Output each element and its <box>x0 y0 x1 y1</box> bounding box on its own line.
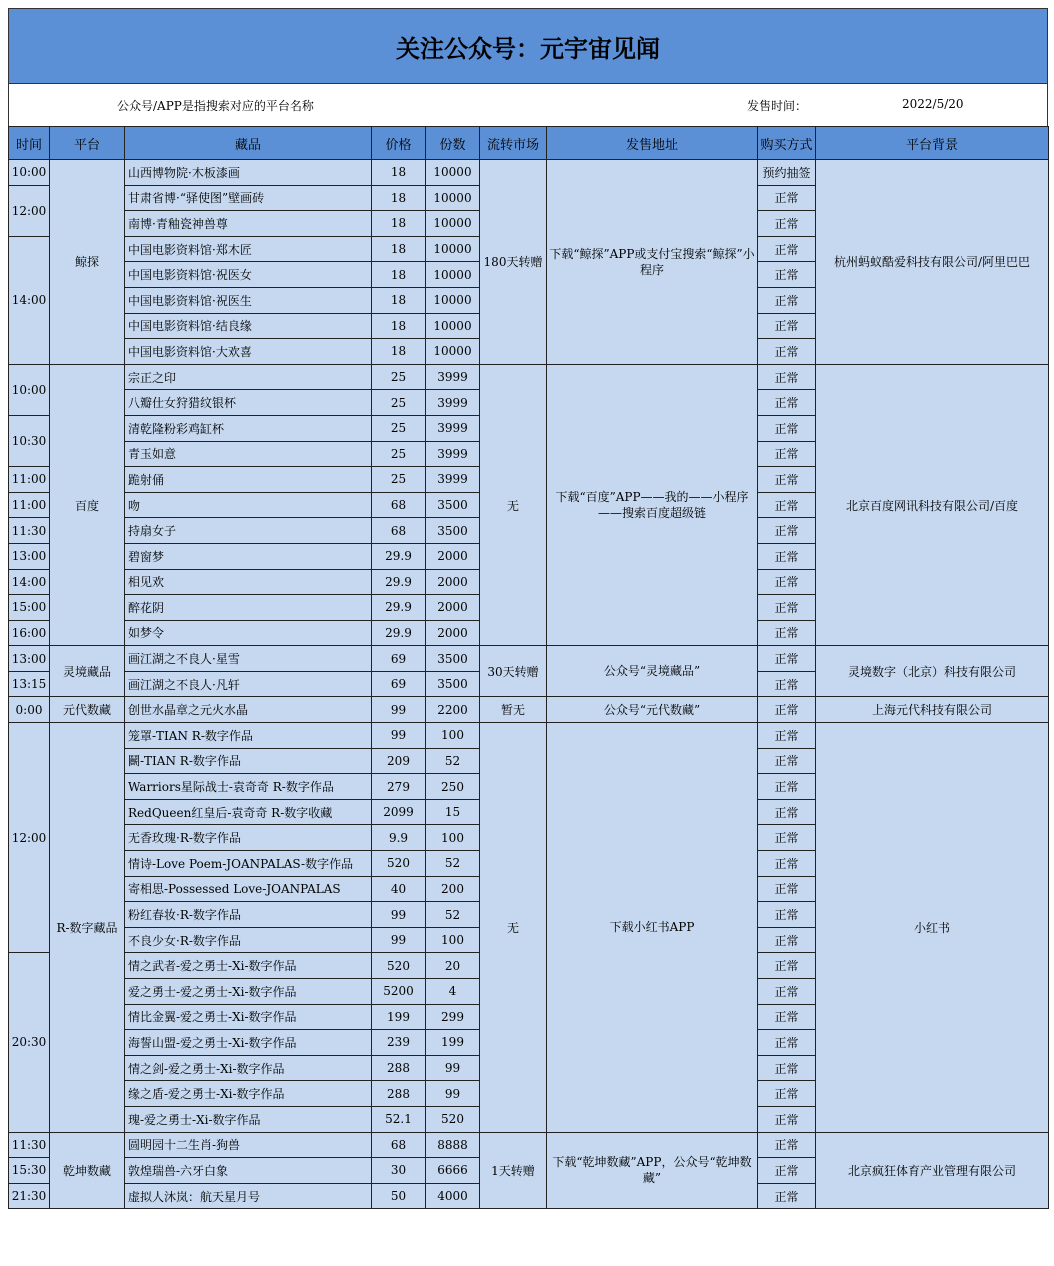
price-cell: 18 <box>372 236 426 262</box>
column-header: 平台背景 <box>816 127 1049 160</box>
market-cell: 30天转赠 <box>480 646 547 697</box>
purchase-method-cell: 正常 <box>758 543 816 569</box>
price-cell: 25 <box>372 415 426 441</box>
purchase-method-cell: 正常 <box>758 1004 816 1030</box>
table-row <box>9 160 1049 186</box>
collectible-name: 情比金翼-爱之勇士-Xi-数字作品 <box>125 1004 372 1030</box>
purchase-method-cell: 正常 <box>758 492 816 518</box>
purchase-method-cell: 正常 <box>758 1055 816 1081</box>
purchase-method-cell: 正常 <box>758 774 816 800</box>
market-cell: 1天转赠 <box>480 1132 547 1209</box>
platform-background-cell: 北京百度网讯科技有限公司/百度 <box>816 364 1049 646</box>
time-cell: 13:00 <box>9 646 50 672</box>
price-cell: 25 <box>372 441 426 467</box>
collectible-name: 山西博物院·木板漆画 <box>125 160 372 186</box>
table-row <box>9 1132 1049 1158</box>
purchase-method-cell: 正常 <box>758 1081 816 1107</box>
price-cell: 288 <box>372 1081 426 1107</box>
collectible-name: 清乾隆粉彩鸡缸杯 <box>125 415 372 441</box>
time-cell: 20:30 <box>9 953 50 1132</box>
table-row <box>9 646 1049 672</box>
collectible-name: Warriors星际战士-袁奇奇 R-数字作品 <box>125 774 372 800</box>
collectible-name: 南博·青釉瓷神兽尊 <box>125 211 372 237</box>
platform-cell: 百度 <box>50 364 125 646</box>
table-body <box>9 160 1049 1209</box>
address-cell: 下载小红书APP <box>547 723 758 1133</box>
purchase-method-cell: 正常 <box>758 1158 816 1184</box>
column-header: 份数 <box>426 127 480 160</box>
price-cell: 50 <box>372 1183 426 1209</box>
purchase-method-cell: 正常 <box>758 569 816 595</box>
quantity-cell: 10000 <box>426 236 480 262</box>
quantity-cell: 10000 <box>426 313 480 339</box>
collectible-name: 瑰-爱之勇士-Xi-数字作品 <box>125 1106 372 1132</box>
collectible-name: 笼罩-TIAN R-数字作品 <box>125 723 372 749</box>
market-cell: 无 <box>480 364 547 646</box>
collectible-name: 缘之盾-爱之勇士-Xi-数字作品 <box>125 1081 372 1107</box>
quantity-cell: 3999 <box>426 390 480 416</box>
time-cell: 21:30 <box>9 1183 50 1209</box>
collectible-name: 碧窗梦 <box>125 543 372 569</box>
purchase-method-cell: 正常 <box>758 441 816 467</box>
price-cell: 99 <box>372 723 426 749</box>
time-cell: 14:00 <box>9 236 50 364</box>
time-cell: 16:00 <box>9 620 50 646</box>
purchase-method-cell: 正常 <box>758 262 816 288</box>
price-cell: 288 <box>372 1055 426 1081</box>
collectible-name: 圆明园十二生肖-狗兽 <box>125 1132 372 1158</box>
collectible-name: 画江湖之不良人·星雪 <box>125 646 372 672</box>
quantity-cell: 52 <box>426 851 480 877</box>
quantity-cell: 8888 <box>426 1132 480 1158</box>
price-cell: 209 <box>372 748 426 774</box>
collectible-name: 不良少女·R-数字作品 <box>125 927 372 953</box>
purchase-method-cell: 正常 <box>758 467 816 493</box>
price-cell: 25 <box>372 364 426 390</box>
price-cell: 29.9 <box>372 569 426 595</box>
purchase-method-cell: 正常 <box>758 799 816 825</box>
collectible-name: 情之剑-爱之勇士-Xi-数字作品 <box>125 1055 372 1081</box>
column-header: 发售地址 <box>547 127 758 160</box>
price-cell: 18 <box>372 339 426 365</box>
time-cell: 11:30 <box>9 518 50 544</box>
column-header: 购买方式 <box>758 127 816 160</box>
purchase-method-cell: 正常 <box>758 748 816 774</box>
quantity-cell: 2000 <box>426 543 480 569</box>
column-header: 时间 <box>9 127 50 160</box>
price-cell: 2099 <box>372 799 426 825</box>
time-cell: 14:00 <box>9 569 50 595</box>
collectible-name: 中国电影资料馆·郑木匠 <box>125 236 372 262</box>
price-cell: 9.9 <box>372 825 426 851</box>
quantity-cell: 52 <box>426 748 480 774</box>
title-banner <box>8 8 1048 84</box>
collectible-name: 虚拟人沐岚：航天星月号 <box>125 1183 372 1209</box>
quantity-cell: 2200 <box>426 697 480 723</box>
price-cell: 279 <box>372 774 426 800</box>
price-cell: 18 <box>372 287 426 313</box>
market-cell: 暂无 <box>480 697 547 723</box>
platform-cell: 灵境藏品 <box>50 646 125 697</box>
platform-background-cell: 杭州蚂蚁酷爱科技有限公司/阿里巴巴 <box>816 160 1049 365</box>
price-cell: 99 <box>372 902 426 928</box>
quantity-cell: 100 <box>426 825 480 851</box>
purchase-method-cell: 正常 <box>758 979 816 1005</box>
quantity-cell: 10000 <box>426 185 480 211</box>
purchase-method-cell: 正常 <box>758 1106 816 1132</box>
collectible-name: 中国电影资料馆·祝医女 <box>125 262 372 288</box>
purchase-method-cell: 正常 <box>758 390 816 416</box>
table-row <box>9 364 1049 390</box>
purchase-method-cell: 正常 <box>758 211 816 237</box>
time-cell: 13:15 <box>9 671 50 697</box>
price-cell: 29.9 <box>372 543 426 569</box>
purchase-method-cell: 正常 <box>758 339 816 365</box>
time-cell: 11:00 <box>9 467 50 493</box>
quantity-cell: 3500 <box>426 646 480 672</box>
quantity-cell: 15 <box>426 799 480 825</box>
quantity-cell: 3999 <box>426 415 480 441</box>
purchase-method-cell: 正常 <box>758 595 816 621</box>
platform-background-cell: 灵境数字（北京）科技有限公司 <box>816 646 1049 697</box>
column-header: 价格 <box>372 127 426 160</box>
platform-cell: 乾坤数藏 <box>50 1132 125 1209</box>
address-cell: 下载“鲸探”APP或支付宝搜索“鲸探”小程序 <box>547 160 758 365</box>
time-cell: 10:00 <box>9 364 50 415</box>
quantity-cell: 10000 <box>426 160 480 186</box>
time-cell: 11:30 <box>9 1132 50 1158</box>
price-cell: 29.9 <box>372 595 426 621</box>
column-header: 藏品 <box>125 127 372 160</box>
collectible-name: 相见欢 <box>125 569 372 595</box>
market-cell: 180天转赠 <box>480 160 547 365</box>
purchase-method-cell: 正常 <box>758 927 816 953</box>
address-cell: 公众号“元代数藏” <box>547 697 758 723</box>
price-cell: 18 <box>372 313 426 339</box>
platform-cell: 鲸探 <box>50 160 125 365</box>
purchase-method-cell: 正常 <box>758 697 816 723</box>
purchase-method-cell: 正常 <box>758 1030 816 1056</box>
collectible-name: 无香玫瑰·R-数字作品 <box>125 825 372 851</box>
quantity-cell: 520 <box>426 1106 480 1132</box>
quantity-cell: 10000 <box>426 339 480 365</box>
time-cell: 15:30 <box>9 1158 50 1184</box>
collectible-name: 如梦令 <box>125 620 372 646</box>
quantity-cell: 6666 <box>426 1158 480 1184</box>
collectible-name: 爱之勇士-爱之勇士-Xi-数字作品 <box>125 979 372 1005</box>
address-cell: 公众号“灵境藏品” <box>547 646 758 697</box>
search-note: 公众号/APP是指搜索对应的平台名称 <box>117 99 314 113</box>
quantity-cell: 250 <box>426 774 480 800</box>
purchase-method-cell: 正常 <box>758 620 816 646</box>
table-row <box>9 697 1049 723</box>
collectible-name: 宗正之印 <box>125 364 372 390</box>
purchase-method-cell: 正常 <box>758 723 816 749</box>
header-row <box>9 127 1049 160</box>
quantity-cell: 52 <box>426 902 480 928</box>
platform-cell: 元代数藏 <box>50 697 125 723</box>
column-header: 流转市场 <box>480 127 547 160</box>
time-cell: 12:00 <box>9 185 50 236</box>
page-title: 关注公众号：元宇宙见闻 <box>396 34 660 63</box>
price-cell: 68 <box>372 1132 426 1158</box>
price-cell: 18 <box>372 262 426 288</box>
platform-cell: R-数字藏品 <box>50 723 125 1133</box>
price-cell: 239 <box>372 1030 426 1056</box>
quantity-cell: 10000 <box>426 262 480 288</box>
quantity-cell: 2000 <box>426 620 480 646</box>
time-cell: 11:00 <box>9 492 50 518</box>
time-cell: 13:00 <box>9 543 50 569</box>
price-cell: 99 <box>372 697 426 723</box>
collectible-name: 粉红春妆·R-数字作品 <box>125 902 372 928</box>
collectible-name: 寄相思-Possessed Love-JOANPALAS <box>125 876 372 902</box>
quantity-cell: 100 <box>426 927 480 953</box>
quantity-cell: 3500 <box>426 518 480 544</box>
price-cell: 25 <box>372 467 426 493</box>
time-cell: 10:00 <box>9 160 50 186</box>
purchase-method-cell: 正常 <box>758 902 816 928</box>
collectible-name: 跪射俑 <box>125 467 372 493</box>
collectible-name: 鬭-TIAN R-数字作品 <box>125 748 372 774</box>
time-cell: 15:00 <box>9 595 50 621</box>
quantity-cell: 4 <box>426 979 480 1005</box>
purchase-method-cell: 正常 <box>758 313 816 339</box>
quantity-cell: 99 <box>426 1081 480 1107</box>
price-cell: 69 <box>372 671 426 697</box>
time-cell: 0:00 <box>9 697 50 723</box>
collectible-name: 青玉如意 <box>125 441 372 467</box>
sale-date: 2022/5/20 <box>902 97 964 111</box>
time-cell: 12:00 <box>9 723 50 953</box>
quantity-cell: 299 <box>426 1004 480 1030</box>
price-cell: 69 <box>372 646 426 672</box>
collectible-name: 敦煌瑞兽-六牙白象 <box>125 1158 372 1184</box>
collectible-name: 情诗-Love Poem-JOANPALAS-数字作品 <box>125 851 372 877</box>
quantity-cell: 199 <box>426 1030 480 1056</box>
quantity-cell: 3999 <box>426 467 480 493</box>
price-cell: 199 <box>372 1004 426 1030</box>
purchase-method-cell: 正常 <box>758 1132 816 1158</box>
purchase-method-cell: 正常 <box>758 518 816 544</box>
quantity-cell: 20 <box>426 953 480 979</box>
purchase-method-cell: 正常 <box>758 953 816 979</box>
quantity-cell: 10000 <box>426 211 480 237</box>
quantity-cell: 99 <box>426 1055 480 1081</box>
info-row <box>8 84 1048 126</box>
price-cell: 99 <box>372 927 426 953</box>
price-cell: 18 <box>372 160 426 186</box>
price-cell: 40 <box>372 876 426 902</box>
purchase-method-cell: 正常 <box>758 236 816 262</box>
price-cell: 30 <box>372 1158 426 1184</box>
price-cell: 18 <box>372 211 426 237</box>
purchase-method-cell: 正常 <box>758 1183 816 1209</box>
platform-background-cell: 北京疯狂体育产业管理有限公司 <box>816 1132 1049 1209</box>
quantity-cell: 3999 <box>426 441 480 467</box>
quantity-cell: 4000 <box>426 1183 480 1209</box>
price-cell: 52.1 <box>372 1106 426 1132</box>
collectible-name: 创世水晶章之元火水晶 <box>125 697 372 723</box>
collectible-name: 持扇女子 <box>125 518 372 544</box>
collectible-name: 醉花阴 <box>125 595 372 621</box>
collectible-name: 甘肃省博·“驿使图”壁画砖 <box>125 185 372 211</box>
purchase-method-cell: 正常 <box>758 415 816 441</box>
quantity-cell: 3999 <box>426 364 480 390</box>
collectible-name: 中国电影资料馆·大欢喜 <box>125 339 372 365</box>
purchase-method-cell: 正常 <box>758 185 816 211</box>
price-cell: 68 <box>372 518 426 544</box>
column-header: 平台 <box>50 127 125 160</box>
quantity-cell: 200 <box>426 876 480 902</box>
collectible-name: 八瓣仕女狩猎纹银杯 <box>125 390 372 416</box>
purchase-method-cell: 正常 <box>758 364 816 390</box>
address-cell: 下载“乾坤数藏”APP，公众号“乾坤数藏” <box>547 1132 758 1209</box>
platform-background-cell: 小红书 <box>816 723 1049 1133</box>
collectible-name: 海誓山盟-爱之勇士-Xi-数字作品 <box>125 1030 372 1056</box>
time-cell: 10:30 <box>9 415 50 466</box>
price-cell: 29.9 <box>372 620 426 646</box>
price-cell: 25 <box>372 390 426 416</box>
address-cell: 下载“百度”APP——我的——小程序——搜索百度超级链 <box>547 364 758 646</box>
purchase-method-cell: 正常 <box>758 287 816 313</box>
quantity-cell: 2000 <box>426 569 480 595</box>
purchase-method-cell: 正常 <box>758 876 816 902</box>
quantity-cell: 10000 <box>426 287 480 313</box>
price-cell: 520 <box>372 953 426 979</box>
purchase-method-cell: 正常 <box>758 646 816 672</box>
platform-background-cell: 上海元代科技有限公司 <box>816 697 1049 723</box>
sale-time-label: 发售时间： <box>747 99 808 113</box>
purchase-method-cell: 预约抽签 <box>758 160 816 186</box>
price-cell: 18 <box>372 185 426 211</box>
price-cell: 68 <box>372 492 426 518</box>
price-cell: 520 <box>372 851 426 877</box>
collectible-name: 中国电影资料馆·结良缘 <box>125 313 372 339</box>
nft-release-table <box>8 126 1049 1209</box>
collectible-name: 吻 <box>125 492 372 518</box>
quantity-cell: 3500 <box>426 492 480 518</box>
collectible-name: RedQueen红皇后-袁奇奇 R-数字收藏 <box>125 799 372 825</box>
purchase-method-cell: 正常 <box>758 851 816 877</box>
collectible-name: 画江湖之不良人·凡轩 <box>125 671 372 697</box>
collectible-name: 情之武者-爱之勇士-Xi-数字作品 <box>125 953 372 979</box>
quantity-cell: 2000 <box>426 595 480 621</box>
purchase-method-cell: 正常 <box>758 825 816 851</box>
table-row <box>9 723 1049 749</box>
market-cell: 无 <box>480 723 547 1133</box>
price-cell: 5200 <box>372 979 426 1005</box>
purchase-method-cell: 正常 <box>758 671 816 697</box>
collectible-name: 中国电影资料馆·祝医生 <box>125 287 372 313</box>
quantity-cell: 3500 <box>426 671 480 697</box>
quantity-cell: 100 <box>426 723 480 749</box>
